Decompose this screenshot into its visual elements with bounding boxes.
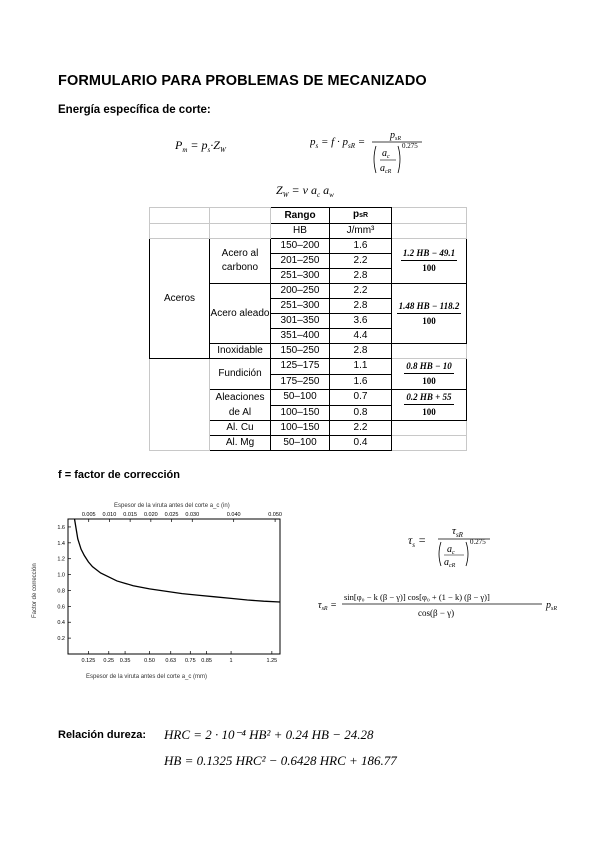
formula-num: 0.2 HB + 55	[404, 390, 453, 405]
rango-cell: 125–175	[271, 359, 330, 375]
formula-den: 100	[422, 315, 436, 326]
psr-cell: 1.6	[330, 374, 392, 390]
aleaciones-al: Aleaciones de Al	[210, 390, 271, 421]
formula-den: 100	[422, 407, 436, 417]
top-tick-label: 0.030	[185, 512, 200, 518]
psr-cell: 0.4	[330, 436, 392, 451]
fundicion: Fundición	[210, 359, 271, 390]
formula-den: 100	[422, 263, 436, 273]
acero-aleado: Acero aleado	[210, 284, 271, 344]
x-tick-label: 1.25	[266, 658, 278, 664]
top-tick-label: 0.005	[81, 512, 96, 518]
formula-fundicion	[392, 359, 467, 390]
inoxidable: Inoxidable	[210, 344, 271, 359]
header-psr: psR	[330, 208, 392, 224]
x-tick-label: 0.75	[184, 658, 196, 664]
psr-cell: 2.2	[330, 421, 392, 436]
svg-text:ps = f · psR =: $p_s = f \cdot p_{sR}$ =	[310, 136, 366, 150]
psr-cell: 2.2	[330, 254, 392, 269]
equation-hrc: HRC = 2 · 10⁻⁴ HB² + 0.24 HB − 24.28	[164, 727, 374, 742]
svg-text:ZW = v ac aw: $Z_W = v$ $a_c$ $a_w$	[276, 183, 334, 199]
formula-ps	[310, 128, 430, 181]
rango-cell: 100–150	[271, 421, 330, 436]
svg-text:0.275: 0.275	[402, 142, 418, 150]
psr-cell: 1.1	[330, 359, 392, 375]
al-mg: Al. Mg	[210, 436, 271, 451]
psr-cell: 2.8	[330, 269, 392, 284]
svg-text:acR: $a_{cR}$	[444, 557, 456, 569]
f-label: f = factor de corrección	[58, 469, 180, 481]
y-tick-label: 1.2	[57, 556, 65, 563]
acero-carbono: Acero al carbono	[210, 239, 271, 284]
psr-cell: 0.7	[330, 390, 392, 406]
header-rango: Rango	[271, 208, 330, 224]
svg-text:psR: $p_{sR}$	[546, 600, 557, 612]
formula-pm-render	[175, 136, 255, 156]
formula-ps-render	[310, 128, 430, 178]
formula-tau-sr-render	[318, 590, 568, 622]
correction-factor-chart	[28, 498, 290, 684]
rango-cell: 175–250	[271, 374, 330, 390]
psr-cell: 2.8	[330, 299, 392, 314]
rango-cell: 201–250	[271, 254, 330, 269]
svg-text:psR: $p_{sR}$	[390, 130, 401, 142]
svg-text:ac: $a_c$	[382, 148, 390, 160]
y-tick-label: 0.4	[57, 620, 65, 627]
x-tick-label: 0.63	[165, 658, 177, 664]
formula-tau-sr	[318, 590, 568, 625]
psr-cell: 2.8	[330, 344, 392, 359]
top-tick-label: 0.015	[123, 512, 138, 518]
top-tick-label: 0.010	[102, 512, 117, 518]
rango-cell: 251–300	[271, 299, 330, 314]
y-tick-label: 0.8	[57, 588, 65, 595]
formula-tau-s-render	[408, 522, 518, 570]
relacion-dureza-label: Relación dureza:	[58, 729, 147, 741]
formula-pm	[175, 136, 255, 160]
rango-cell: 351–400	[271, 329, 330, 344]
x-tick-label: 1	[229, 658, 233, 664]
top-tick-label: 0.050	[268, 512, 282, 518]
x-tick-label: 0.35	[119, 658, 131, 664]
plot-frame	[68, 519, 280, 654]
formula-aleado	[392, 284, 467, 344]
svg-text:ac: $a_c$	[447, 544, 455, 556]
x-axis-label: Espesor de la viruta antes del corte a_c (mm)	[86, 674, 208, 680]
formula-aleaciones	[392, 390, 467, 421]
formula-num: 1.2 HB − 49.1	[401, 246, 457, 261]
unit-hb: HB	[271, 224, 330, 239]
psr-cell: 3.6	[330, 314, 392, 329]
x-tick-label: 0.50	[144, 658, 155, 664]
rango-cell: 50–100	[271, 436, 330, 451]
svg-text:τs =: $\tau_s$ =	[408, 533, 427, 549]
al-cu: Al. Cu	[210, 421, 271, 436]
psr-table	[149, 207, 467, 451]
svg-text:acR: $a_{cR}$	[380, 163, 392, 175]
formula-den: 100	[422, 376, 436, 386]
formula-carbono	[392, 239, 467, 284]
psr-cell: 2.2	[330, 284, 392, 299]
top-tick-label: 0.025	[164, 512, 179, 518]
group-aceros: Aceros	[150, 239, 210, 359]
section-heading-energia: Energía específica de corte:	[58, 104, 211, 116]
svg-text:0.275: 0.275	[470, 538, 486, 546]
rango-cell: 200–250	[271, 284, 330, 299]
formula-num: 0.8 HB − 10	[404, 359, 453, 374]
rango-cell: 150–200	[271, 239, 330, 254]
rango-cell: 50–100	[271, 390, 330, 406]
x-tick-label: 0.125	[81, 658, 96, 664]
rango-cell: 301–350	[271, 314, 330, 329]
formula-tau-s	[408, 522, 518, 573]
x-tick-label: 0.25	[103, 658, 115, 664]
formula-num: 1.48 HB − 118.2	[397, 299, 462, 314]
svg-text:τsR: $\tau_{sR}$	[452, 525, 463, 539]
y-tick-label: 0.6	[57, 604, 65, 611]
rango-cell: 251–300	[271, 269, 330, 284]
top-tick-label: 0.020	[143, 512, 158, 518]
correction-factor-curve	[75, 519, 280, 602]
psr-cell: 1.6	[330, 239, 392, 254]
x-tick-label: 0.85	[201, 658, 212, 664]
y-tick-label: 1.6	[57, 524, 65, 531]
page-title: FORMULARIO PARA PROBLEMAS DE MECANIZADO	[58, 73, 427, 89]
formula-zw	[276, 181, 366, 205]
psr-cell: 0.8	[330, 405, 392, 421]
formula-zw-render	[276, 181, 366, 201]
svg-text:Pm = ps·ZW: $P_m = p_s\cdot Z_W$	[175, 138, 226, 154]
tau-sr-denominator: cos(β − γ)	[418, 608, 455, 618]
top-tick-label: 0.040	[226, 512, 241, 518]
unit-jmm3: J/mm³	[330, 224, 392, 239]
y-tick-label: 0.2	[57, 636, 65, 643]
rango-cell: 150–250	[271, 344, 330, 359]
y-axis-label: Factor de corrección	[32, 563, 38, 618]
top-axis-label: Espesor de la viruta antes del corte a_c (in)	[114, 503, 230, 509]
psr-cell: 4.4	[330, 329, 392, 344]
tau-sr-numerator: sin[φ₀ − k (β − γ)] cos[φ₀ + (1 − k) (β − γ)]	[344, 592, 490, 602]
y-tick-label: 1.4	[57, 540, 65, 547]
y-tick-label: 1.0	[57, 572, 65, 579]
equation-hb: HB = 0.1325 HRC² − 0.6428 HRC + 186.77	[164, 753, 397, 768]
svg-text:τsR =: $\tau_{sR}$ =	[318, 600, 337, 612]
rango-cell: 100–150	[271, 405, 330, 421]
